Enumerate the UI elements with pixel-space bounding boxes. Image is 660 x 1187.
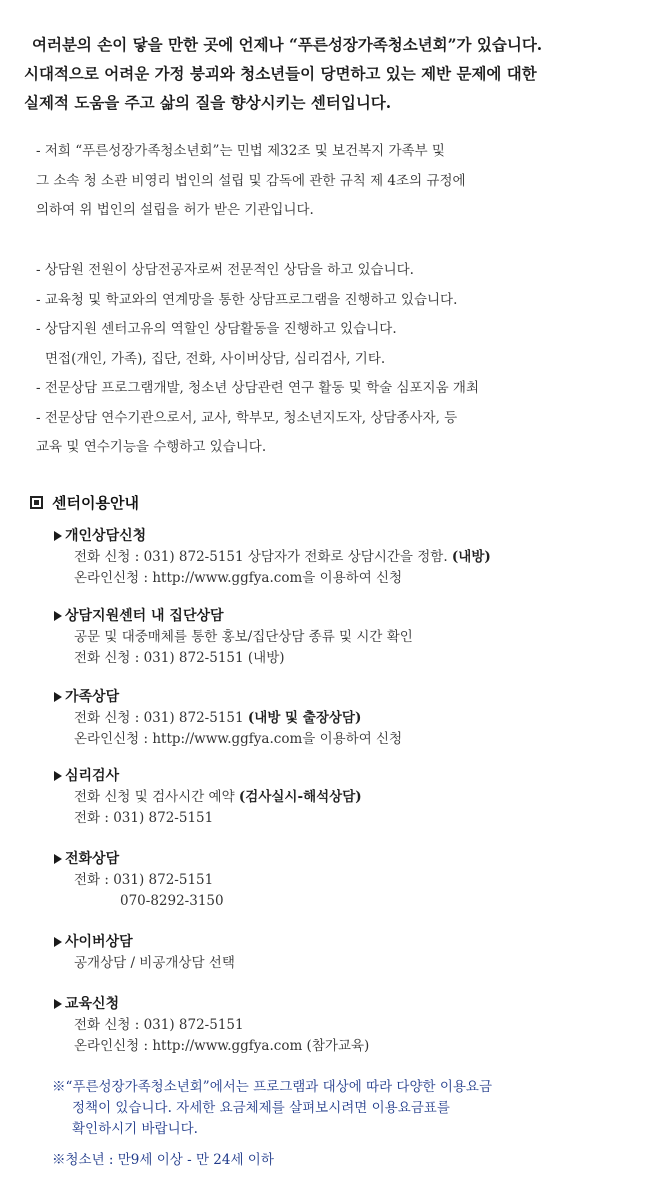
section-title: 전화상담 [54, 848, 634, 870]
section-title: 개인상담신청 [54, 525, 634, 547]
fee-notice [52, 1077, 632, 1140]
triangle-bullet-icon [54, 999, 62, 1009]
triangle-bullet-icon [54, 771, 62, 781]
section-phone [54, 848, 634, 912]
legal-line: 그 소속 청 소관 비영리 법인의 설립 및 감독에 관한 규칙 제 4조의 규정에 [36, 172, 466, 189]
service-item: - 상담지원 센터고유의 역할인 상담활동을 진행하고 있습니다. [36, 321, 397, 337]
triangle-bullet-icon [54, 611, 62, 621]
section-line: 070-8292-3150 [120, 893, 224, 909]
section-line: 전화 : 031) 872-5151 [74, 810, 214, 826]
section-individual [54, 525, 634, 589]
triangle-bullet-icon [54, 854, 62, 864]
section-title: 교육신청 [54, 993, 634, 1015]
youth-age-text: ※청소년 : 만9세 이상 - 만 24세 이하 [52, 1152, 274, 1168]
intro-line: 시대적으로 어려운 가정 붕괴와 청소년들이 당면하고 있는 제반 문제에 대한 [24, 64, 537, 83]
section-cyber [54, 931, 634, 974]
section-line: 전화 신청 : 031) 872-5151 [74, 1017, 244, 1033]
service-item: - 상담원 전원이 상담전공자로써 전문적인 상담을 하고 있습니다. [36, 262, 414, 278]
intro-line: 실제적 도움을 주고 삶의 질을 향상시키는 센터입니다. [24, 93, 392, 112]
service-item: - 교육청 및 학교와의 연계망을 통한 상담프로그램을 진행하고 있습니다. [36, 291, 458, 308]
section-line: 공문 및 대중매체를 통한 홍보/집단상담 종류 및 시간 확인 [74, 629, 413, 645]
square-bullet-icon [30, 496, 43, 509]
section-group [54, 605, 634, 669]
service-item: 교육 및 연수기능을 수행하고 있습니다. [36, 439, 267, 455]
legal-line: - 저희 “푸른성장가족청소년회”는 민법 제32조 및 보건복지 가족부 및 [36, 143, 445, 159]
guide-heading [30, 492, 139, 513]
section-psych-test [54, 765, 634, 829]
section-education [54, 993, 634, 1057]
intro-paragraph [24, 30, 636, 117]
section-title: 상담지원센터 내 집단상담 [54, 605, 634, 627]
section-line: 전화 신청 : 031) 872-5151 상담자가 전화로 상담시간을 정함. (내방) [74, 549, 491, 565]
triangle-bullet-icon [54, 531, 62, 541]
section-title: 사이버상담 [54, 931, 634, 953]
triangle-bullet-icon [54, 692, 62, 702]
notice-line: 정책이 있습니다. 자세한 요금체제를 살펴보시려면 이용요금표를 [72, 1100, 450, 1116]
legal-notice [36, 137, 636, 226]
service-item: - 전문상담 연수기관으로서, 교사, 학부모, 청소년지도자, 상담종사자, 등 [36, 409, 458, 426]
section-line: 전화 신청 : 031) 872-5151 (내방 및 출장상담) [74, 710, 362, 726]
notice-line: 확인하시기 바랍니다. [72, 1121, 198, 1137]
service-item: - 전문상담 프로그램개발, 청소년 상담관련 연구 활동 및 학술 심포지움 개최 [36, 380, 479, 396]
section-line: 전화 : 031) 872-5151 [74, 872, 214, 888]
services-list [36, 256, 636, 463]
section-line: 전화 신청 및 검사시간 예약 (검사실시-해석상담) [74, 789, 362, 805]
section-line: 전화 신청 : 031) 872-5151 (내방) [74, 650, 285, 666]
legal-line: 의하여 위 법인의 설립을 허가 받은 기관입니다. [36, 202, 314, 218]
youth-age-note [52, 1150, 632, 1171]
section-line: 공개상담 / 비공개상담 선택 [74, 955, 235, 971]
guide-heading-text: 센터이용안내 [52, 494, 139, 512]
intro-line: 여러분의 손이 닿을 만한 곳에 언제나 “푸른성장가족청소년회”가 있습니다. [32, 35, 543, 54]
triangle-bullet-icon [54, 937, 62, 947]
section-line: 온라인신청 : http://www.ggfya.com (참가교육) [74, 1038, 370, 1054]
section-line: 온라인신청 : http://www.ggfya.com을 이용하여 신청 [74, 731, 403, 747]
service-item: 면접(개인, 가족), 집단, 전화, 사이버상담, 심리검사, 기타. [45, 350, 386, 367]
section-title: 심리검사 [54, 765, 634, 787]
notice-line: ※“푸른성장가족청소년회”에서는 프로그램과 대상에 따라 다양한 이용요금 [52, 1079, 492, 1095]
section-title: 가족상담 [54, 686, 634, 708]
section-family [54, 686, 634, 750]
section-line: 온라인신청 : http://www.ggfya.com을 이용하여 신청 [74, 570, 403, 586]
